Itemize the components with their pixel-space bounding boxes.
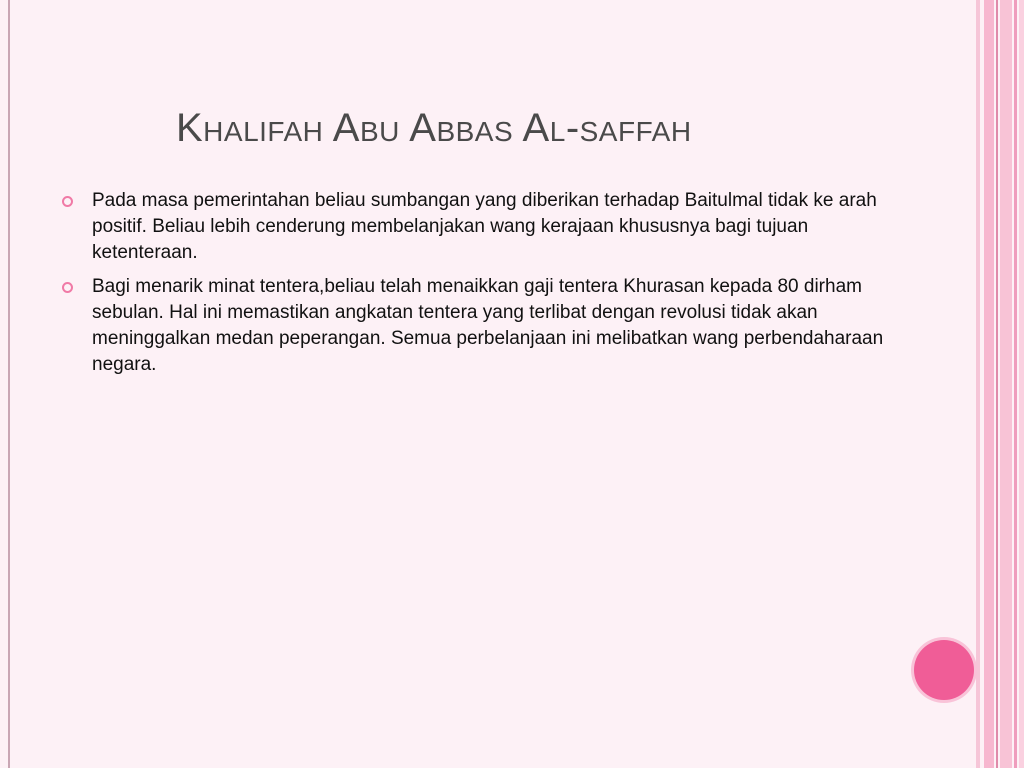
- ring-bullet-icon: [62, 282, 73, 293]
- stripe: [984, 0, 994, 768]
- left-frame-line: [8, 0, 10, 768]
- bullet-list: [62, 188, 892, 386]
- decorative-circle: [914, 640, 974, 700]
- ring-bullet-icon: [62, 196, 73, 207]
- bullet-item: [62, 188, 892, 266]
- bullet-item: [62, 274, 892, 378]
- stripe: [1000, 0, 1012, 768]
- slide-title: Khalifah Abu Abbas Al-saffah: [176, 106, 692, 150]
- bullet-text: Bagi menarik minat tentera,beliau telah menaikkan gaji tentera Khurasan kepada 80 dirham sebulan. Hal ini memastikan angkatan tentera yang terlibat dengan revolusi tidak akan meninggalkan medan peperangan. Semua perbelanjaan ini melibatkan wang perbendaharaan negara.: [92, 276, 884, 375]
- stripe: [1019, 0, 1024, 768]
- stripe: [1014, 0, 1017, 768]
- stripe: [976, 0, 980, 768]
- stripe: [996, 0, 998, 768]
- decorative-stripes: [976, 0, 1024, 768]
- bullet-text: Pada masa pemerintahan beliau sumbangan yang diberikan terhadap Baitulmal tidak ke arah positif. Beliau lebih cenderung membelanjakan wang kerajaan khususnya bagi tujuan ketenteraan.: [92, 190, 877, 263]
